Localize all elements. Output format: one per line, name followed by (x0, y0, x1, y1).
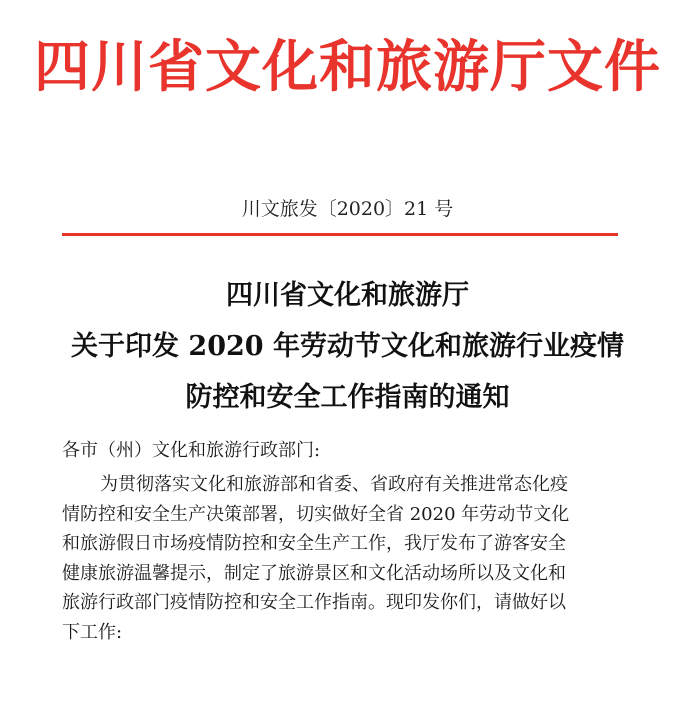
header-divider (62, 233, 618, 236)
document-number: 川文旅发〔2020〕21 号 (241, 198, 454, 220)
salutation: 各市（州）文化和旅游行政部门: (62, 440, 321, 461)
paragraph-line: 健康旅游温馨提示，制定了旅游景区和文化活动场所以及文化和 (62, 562, 566, 584)
paragraph-line: 旅游行政部门疫情防控和安全工作指南。现印发你们，请做好以 (62, 592, 566, 613)
paragraph-line: 为贯彻落实文化和旅游部和省委、省政府有关推进常态化疫 (100, 474, 568, 495)
body-paragraph (62, 470, 622, 647)
title-line: 四川省文化和旅游厅 (226, 280, 469, 311)
paragraph-line: 和旅游假日市场疫情防控和安全生产工作，我厅发布了游客安全 (62, 533, 566, 554)
paragraph-line: 情防控和安全生产决策部署，切实做好全省 2020 年劳动节文化 (62, 503, 570, 525)
paragraph-line: 下工作: (62, 621, 123, 643)
title-line: 防控和安全工作指南的通知 (185, 382, 510, 413)
document-masthead: 四川省文化和旅游厅文件 (34, 35, 661, 100)
title-line: 关于印发 2020 年劳动节文化和旅游行业疫情 (71, 331, 624, 362)
document-title (0, 270, 695, 423)
